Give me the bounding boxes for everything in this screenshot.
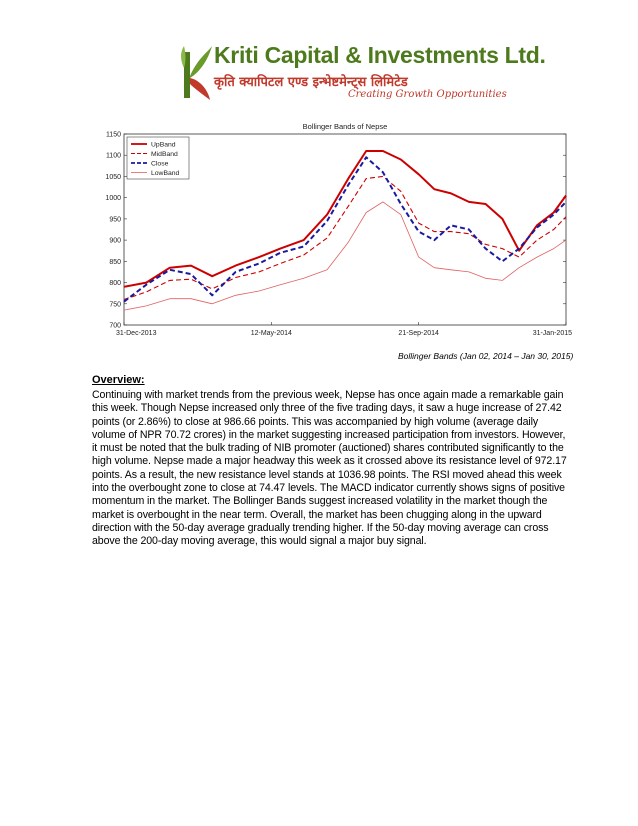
chart-title: Bollinger Bands of Nepse [302,122,388,131]
company-name: Kriti Capital & Investments Ltd. [214,42,546,68]
y-tick-label: 850 [109,258,121,266]
leaf-emblem-icon [178,38,214,108]
y-tick-label: 900 [109,237,121,245]
y-tick-label: 800 [109,280,121,288]
series-line-lowband [124,202,566,310]
y-tick-label: 700 [109,322,121,330]
y-tick-label: 1000 [105,195,121,203]
y-tick-label: 750 [109,301,121,309]
x-tick-label: 12-May-2014 [250,330,292,337]
company-logo [178,38,546,108]
x-tick-label: 31-Jan-2015 [532,330,572,337]
y-tick-label: 950 [109,216,121,224]
overview-heading: Overview: [92,374,145,386]
legend-label-lowband: LowBand [151,170,180,177]
plot-area-frame [124,134,566,325]
legend-label-upband: UpBand [151,141,176,149]
chart-svg [88,118,578,343]
legend-label-close: Close [151,160,169,168]
company-name-hindi: कृति क्यापिटल एण्ड इन्भेष्टमेन्ट्स लिमिटेड [214,75,408,90]
x-tick-label: 21-Sep-2014 [398,330,439,337]
series-line-upband [124,151,566,287]
bollinger-chart [88,118,578,343]
overview-body: Continuing with market trends from the previous week, Nepse has once again made a remarkable gain this week. Though Nepse increased only three of the five trading days, it saw a huge increase of 27.42 points (or 2.86%) to close at 986.66 points. This was accompanied by high volume (average daily volume of NPR 70.72 crores) in the market suggesting increased participation from investors. However, it must be noted that the bulk trading of NIB promoter (auctioned) shares contributed significantly to the high volume. Nepse made a major headway this week as it crossed above its resistance level of 972.17 points. As a result, the new resistance level stands at 1036.98 points. The RSI moved ahead this week into the overbought zone to close at 74.47 levels. The MACD indicator currently shows signs of positive momentum in the market. The Bollinger Bands suggest increased volatility in the market though the market is overbought in the near term. Overall, the market has been chugging along in the upward direction with the 50-day average gradually trending higher. If the 50-day moving average can cross above the 200-day moving average, this would signal a major buy signal. [92,389,567,548]
chart-caption: Bollinger Bands (Jan 02, 2014 – Jan 30, 2015) [398,351,574,361]
x-tick-label: 31-Dec-2013 [116,330,157,337]
company-tagline: Creating Growth Opportunities [348,89,507,100]
y-tick-label: 1150 [105,131,121,139]
legend-label-midband: MidBand [151,151,178,158]
series-line-midband [124,176,566,299]
y-tick-label: 1050 [105,173,121,181]
y-tick-label: 1100 [105,152,121,160]
